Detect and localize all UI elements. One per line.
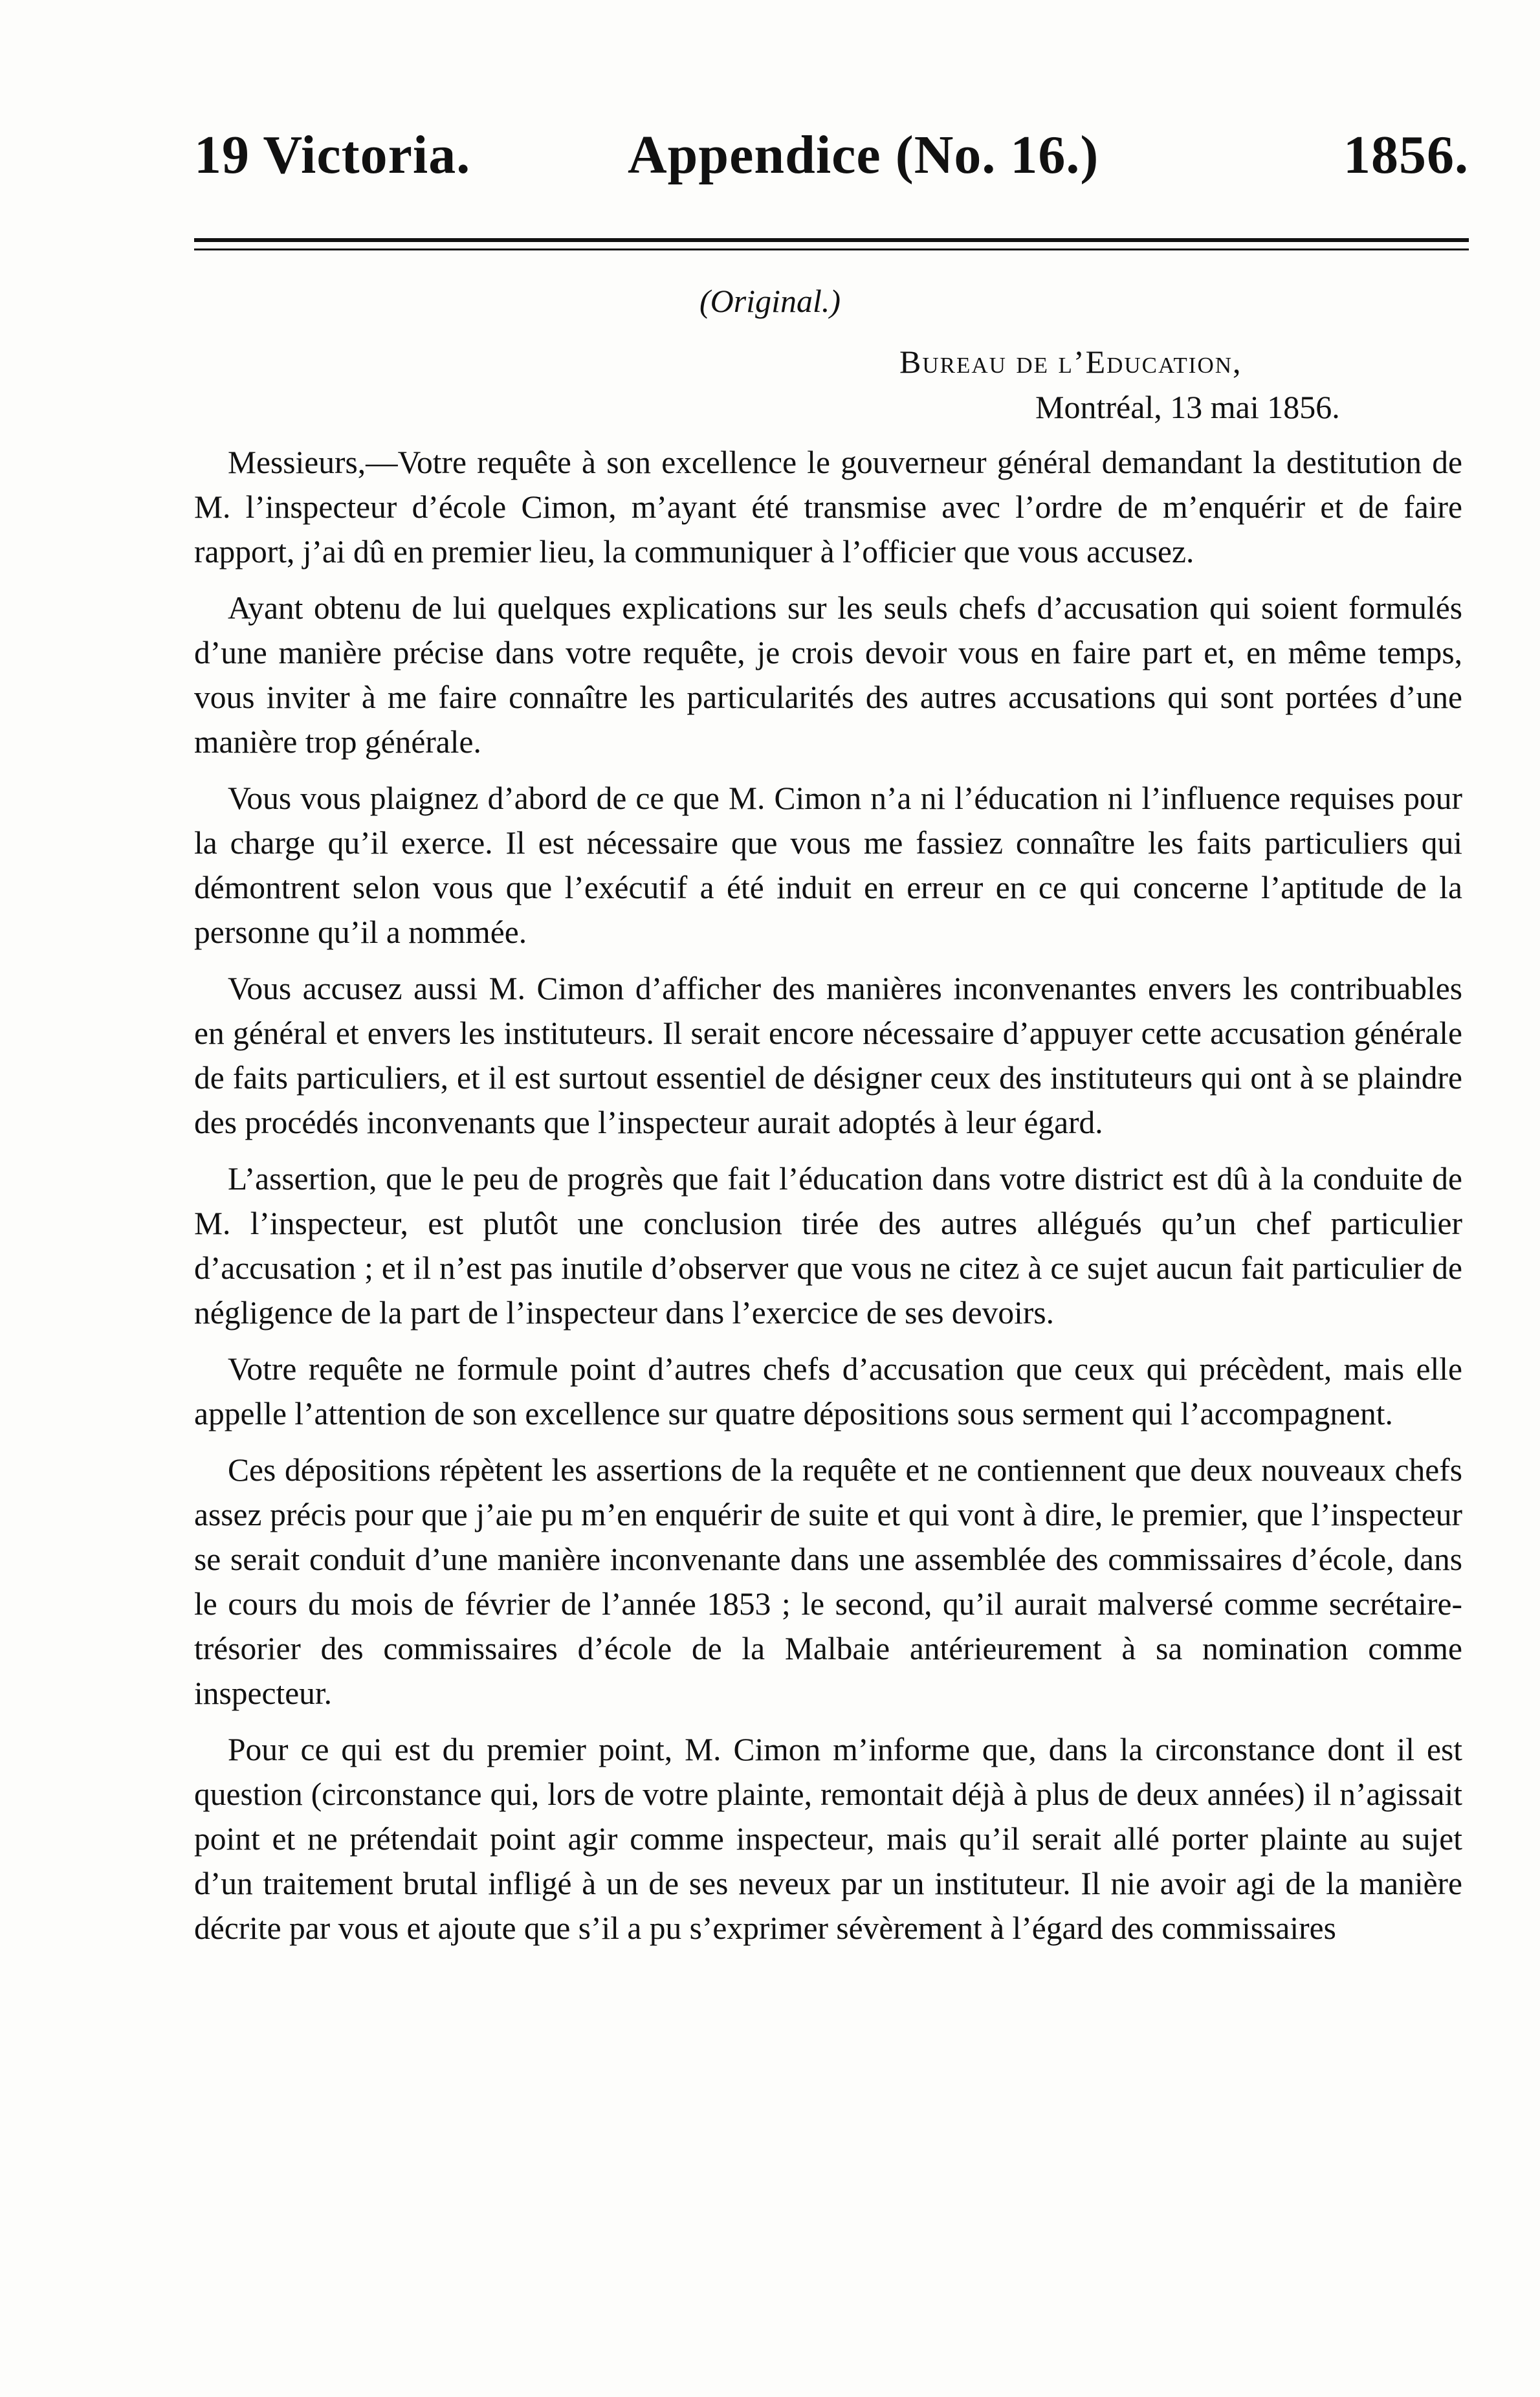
paragraph: Pour ce qui est du premier point, M. Cimon m’informe que, dans la circonstance dont il est question (circonstance qui, lors de votre plainte, remontait déjà à plus de deux années) il n’agissait point et ne prétendait point agir comme inspecteur, mais qu’il serait allé porter plainte au sujet d’un traitement brutal infligé à un de ses neveux par un instituteur. Il nie avoir agi de la manière décrite par vous et ajoute que s’il a pu s’exprimer sévèrement à l’égard des commissaires [194,1732,1462,1946]
paragraph: Ces dépositions répètent les assertions de la requête et ne contiennent que deux nouveaux chefs assez précis pour que j’aie pu m’en enquérir de suite et qui vont à dire, le premier, que l’inspecteur se serait conduit d’une manière inconvenante dans une assemblée des commissaires d’école, dans le cours du mois de février de l’année 1853 ; le second, qu’il aurait malversé comme secrétaire-trésorier des commissaires d’école de la Malbaie antérieurement à sa nomination comme inspecteur. [194,1452,1462,1711]
paragraph: Votre requête ne formule point d’autres chefs d’accusation que ceux qui précèdent, mais elle appelle l’attention de son excellence sur quatre dépositions sous serment qui l’accompagnent. [194,1351,1462,1431]
header-appendix: Appendice (No. 16.) [628,125,1099,185]
header-rule-thick [194,238,1469,242]
paragraph: Vous vous plaignez d’abord de ce que M. Cimon n’a ni l’éducation ni l’influence requises pour la charge qu’il exerce. Il est nécessaire que vous me fassiez connaître les faits particuliers qui démontrent selon vous que l’exécutif a été induit en erreur en ce qui concerne l’aptitude de la personne qu’il a nommée. [194,780,1462,950]
letter-dateline: Montréal, 13 mai 1856. [1035,389,1340,425]
page-header [194,120,1469,191]
paragraph: Vous accusez aussi M. Cimon d’afficher des manières inconvenantes envers les contribuables en général et envers les instituteurs. Il serait encore nécessaire d’appuyer cette accusation générale de faits particuliers, et il est surtout essentiel de désigner ceux des instituteurs qui ont à se plaindre des procédés inconvenants que l’inspecteur aurait adoptés à leur égard. [194,971,1462,1140]
paragraph: Ayant obtenu de lui quelques explications sur les seuls chefs d’accusation qui soient formulés d’une manière précise dans votre requête, je crois devoir vous en faire part et, en même temps, vous inviter à me faire connaître les particularités des autres accusations qui sont portées d’une manière trop générale. [194,590,1462,760]
original-label: (Original.) [699,283,841,319]
letter-body [194,440,1462,1962]
header-rule-thin [194,249,1469,250]
paragraph: Messieurs,—Votre requête à son excellence le gouverneur général demandant la destitution de M. l’inspecteur d’école Cimon, m’ayant été transmise avec l’ordre de m’enquérir et de faire rapport, j’ai dû en premier lieu, la communiquer à l’officier que vous accusez. [194,445,1462,569]
paragraph: L’assertion, que le peu de progrès que fait l’éducation dans votre district est dû à la conduite de M. l’inspecteur, est plutôt une conclusion tirée des autres allégués qu’un chef particulier d’accusation ; et il n’est pas inutile d’observer que vous ne citez à ce sujet aucun fait particulier de négligence de la part de l’inspecteur dans l’exercice de ses devoirs. [194,1161,1462,1331]
header-session: 19 Victoria. [194,125,471,185]
letter-sender: Bureau de l’Education, [899,344,1242,380]
header-year: 1856. [1343,125,1469,185]
